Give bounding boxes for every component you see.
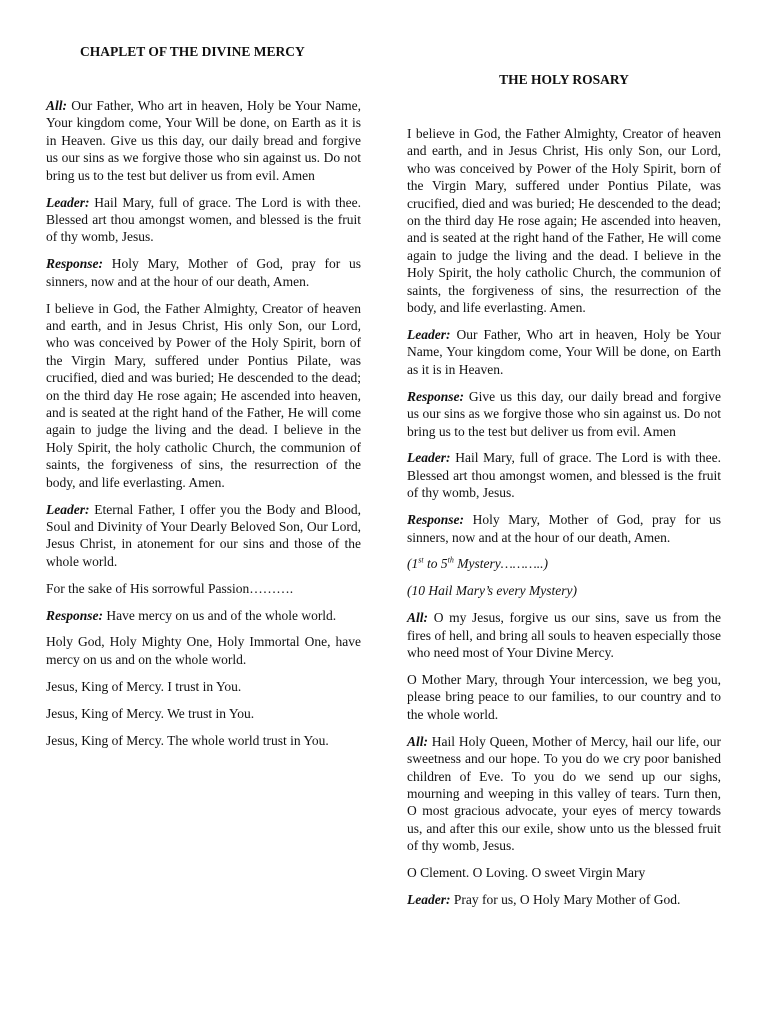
prayer-text: O my Jesus, forgive us our sins, save us from the fires of hell, and bring all souls to heaven especially those who need most of Your Divine Mercy. xyxy=(407,610,722,661)
prayer-text: Our Father, Who art in heaven, Holy be Your Name, Your kingdom come, Your Will be done, on Earth as it is in Heaven. xyxy=(407,326,722,377)
prayer-text: Hail Mary, full of grace. The Lord is with thee. Blessed art thou amongst women, and blessed is the fruit of thy womb, Jesus. xyxy=(46,194,361,245)
prayer-text: Jesus, King of Mercy. We trust in You. xyxy=(46,705,255,721)
mystery-ordinal-1: st xyxy=(418,555,424,565)
prayer-text: Give us this day, our daily bread and forgive us our sins as we forgive those who sin against us. Do not bring us to the test but deliver us from evil. Amen xyxy=(407,388,722,439)
role-label: All: xyxy=(407,733,429,749)
prayer-text: Jesus, King of Mercy. The whole world trust in You. xyxy=(46,732,329,748)
rosary-paragraph xyxy=(407,449,721,501)
mystery-close: Mystery………..) xyxy=(453,556,548,572)
chaplet-paragraph xyxy=(46,300,361,491)
mystery-ordinal-2: th xyxy=(447,555,454,565)
chaplet-paragraph xyxy=(46,255,361,290)
prayer-text: Pray for us, O Holy Mary Mother of God. xyxy=(453,891,681,907)
prayer-text: I believe in God, the Father Almighty, Creator of heaven and earth, and in Jesus Christ, His only Son, our Lord, who was conceived by Power of the Holy Spirit, born of the Virgin Mary, suffered under Pontius Pilate, was crucified, died and was buried; He descended to the dead; on the third day He rose again; He ascended into heaven, and is seated at the right hand of the Father, He will come again to judge the living and the dead. I believe in the Holy Spirit, the holy catholic Church, the communion of saints, the forgiveness of sins, the resurrection of the body, and life everlasting. Amen. xyxy=(46,300,361,490)
chaplet-paragraph xyxy=(46,580,361,597)
role-label: Leader: xyxy=(46,194,90,210)
hail-marys-note: (10 Hail Mary’s every Mystery) xyxy=(407,583,577,599)
role-label: Response: xyxy=(407,388,464,404)
mystery-mid: to 5 xyxy=(423,556,448,572)
prayer-text: For the sake of His sorrowful Passion………. xyxy=(46,580,294,596)
rosary-paragraph xyxy=(407,326,721,378)
prayer-text: Hail Mary, full of grace. The Lord is with thee. Blessed art thou amongst women, and blessed is the fruit of thy womb, Jesus. xyxy=(407,450,721,501)
rosary-title: THE HOLY ROSARY xyxy=(499,72,629,87)
rosary-paragraph xyxy=(407,511,721,546)
prayer-text: I believe in God, the Father Almighty, Creator of heaven and earth, and in Jesus Christ, His only Son, our Lord, who was conceived by Power of the Holy Spirit, born of the Virgin Mary, suffered under Pontius Pilate, was crucified, died and was buried; He descended to the dead; on the third day He rose again; He ascended into heaven, and is seated at the right hand of the Father, He will come again to judge the living and the dead. I believe in the Holy Spirit, the holy catholic Church, the communion of saints, the forgiveness of sins, the resurrection of the body, and life everlasting. Amen. xyxy=(407,126,721,316)
chaplet-body xyxy=(46,97,361,759)
prayer-text: Have mercy on us and of the whole world. xyxy=(106,607,337,623)
rosary-paragraph xyxy=(407,609,721,661)
role-label: Leader: xyxy=(407,450,451,466)
role-label: Response: xyxy=(46,607,103,623)
mystery-open: (1 xyxy=(407,556,419,572)
prayer-text: Eternal Father, I offer you the Body and Blood, Soul and Divinity of Your Dearly Beloved Son, Our Lord, Jesus Christ, in atonement for our sins and those of the whole world. xyxy=(46,501,361,569)
role-label: All: xyxy=(407,610,429,626)
role-label: Leader: xyxy=(46,501,90,517)
role-label: Leader: xyxy=(407,891,451,907)
chaplet-paragraph xyxy=(46,194,361,246)
rosary-paragraph xyxy=(407,671,721,723)
role-label: Leader: xyxy=(407,326,451,342)
rosary-body xyxy=(407,125,721,918)
chaplet-paragraph xyxy=(46,705,361,722)
prayer-text: Holy Mary, Mother of God, pray for us sinners, now and at the hour of our death, Amen. xyxy=(46,256,362,289)
rosary-paragraph xyxy=(407,864,721,881)
role-label: Response: xyxy=(407,512,464,528)
prayer-text: Holy Mary, Mother of God, pray for us sinners, now and at the hour of our death, Amen. xyxy=(407,512,722,545)
chaplet-paragraph xyxy=(46,501,361,571)
chaplet-paragraph xyxy=(46,97,361,184)
chaplet-paragraph xyxy=(46,678,361,695)
chaplet-title: CHAPLET OF THE DIVINE MERCY xyxy=(80,44,305,59)
prayer-text: O Clement. O Loving. O sweet Virgin Mary xyxy=(407,865,646,881)
prayer-text: Holy God, Holy Mighty One, Holy Immortal One, have mercy on us and on the whole world. xyxy=(46,634,361,667)
creed-paragraph xyxy=(407,125,721,316)
prayer-text: Jesus, King of Mercy. I trust in You. xyxy=(46,678,242,694)
chaplet-paragraph xyxy=(46,607,361,624)
rosary-paragraph xyxy=(407,733,721,855)
prayer-text: Hail Holy Queen, Mother of Mercy, hail our life, our sweetness and our hope. To you do we cry poor banished children of Eve. To you do we send up our sighs, mourning and weeping in this valley of tears. Turn then, O most gracious advocate, your eyes of mercy towards us, and after this our exile, show unto us the blessed fruit of thy womb, Jesus. xyxy=(407,733,721,854)
role-label: Response: xyxy=(46,256,103,272)
rosary-paragraph xyxy=(407,891,721,908)
mystery-note xyxy=(407,555,721,572)
prayer-text: Our Father, Who art in heaven, Holy be Your Name, Your kingdom come, Your Will be done, on Earth as it is in Heaven. Give us this day, our daily bread and forgive us our sins as we forgive those who sin against us. Do not bring us to the test but deliver us from evil. Amen xyxy=(46,98,362,183)
prayer-text: O Mother Mary, through Your intercession, we beg you, please bring peace to our families, to our country and to the whole world. xyxy=(407,671,721,722)
chaplet-paragraph xyxy=(46,732,361,749)
role-label: All: xyxy=(46,98,68,113)
chaplet-paragraph xyxy=(46,633,361,668)
rosary-paragraph xyxy=(407,388,721,440)
